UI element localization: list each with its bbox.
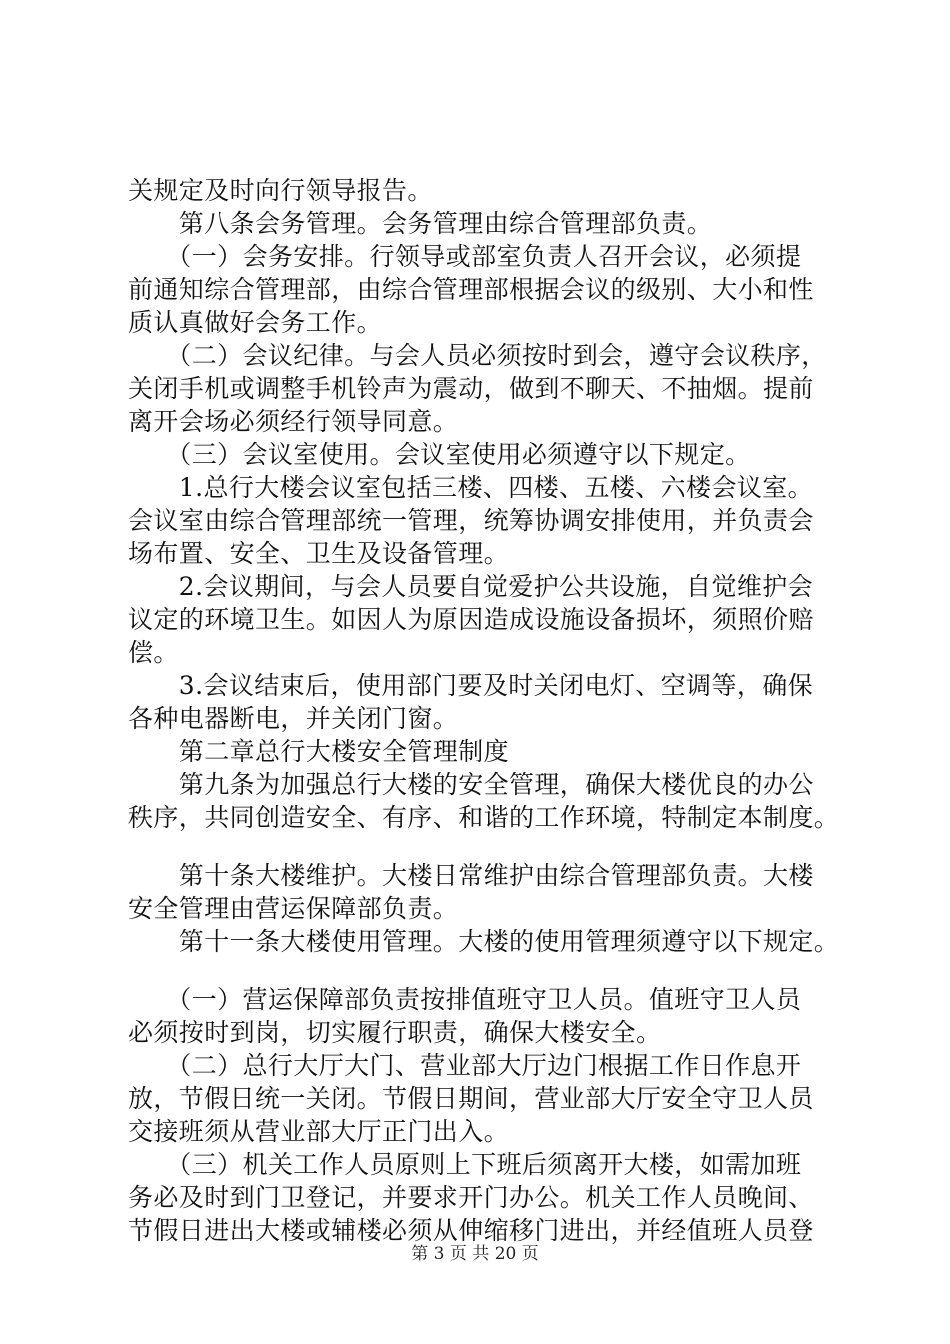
text-line: 会议室由综合管理部统一管理，统筹协调安排使用，并负责会 <box>128 506 814 535</box>
text-line: 第八条会务管理。会务管理由综合管理部负责。 <box>128 209 713 238</box>
text-line: 第十条大楼维护。大楼日常维护由综合管理部负责。大楼 <box>128 861 814 890</box>
text-line: （一）会务安排。行领导或部室负责人召开会议，必须提 <box>128 242 802 271</box>
text-line: 各种电器断电，并关闭门窗。 <box>128 704 459 733</box>
text-line: 关规定及时向行领导报告。 <box>128 176 433 205</box>
text-line: 交接班须从营业部大厅正门出入。 <box>128 1117 510 1146</box>
text-line: （三）会议室使用。会议室使用必须遵守以下规定。 <box>128 440 751 469</box>
text-line: （二）总行大厅大门、营业部大厅边门根据工作日作息开 <box>128 1051 802 1080</box>
text-line: 放，节假日统一关闭。节假日期间，营业部大厅安全守卫人员 <box>128 1084 814 1113</box>
text-line: 第十一条大楼使用管理。大楼的使用管理须遵守以下规定。 <box>128 927 840 956</box>
text-line: 质认真做好会务工作。 <box>128 308 383 337</box>
text-line: 偿。 <box>128 638 179 667</box>
text-line: 前通知综合管理部，由综合管理部根据会议的级别、大小和性 <box>128 275 814 304</box>
text-line: 离开会场必须经行领导同意。 <box>128 407 459 436</box>
text-line: （三）机关工作人员原则上下班后须离开大楼，如需加班 <box>128 1150 802 1179</box>
text-line: 安全管理由营运保障部负责。 <box>128 894 459 923</box>
text-line: 第九条为加强总行大楼的安全管理，确保大楼优良的办公 <box>128 770 814 799</box>
text-line: 节假日进出大楼或辅楼必须从伸缩移门进出，并经值班人员登 <box>128 1216 814 1245</box>
chapter-heading: 第二章总行大楼安全管理制度 <box>128 737 510 766</box>
text-line: 关闭手机或调整手机铃声为震动，做到不聊天、不抽烟。提前 <box>128 374 814 403</box>
text-line: 场布置、安全、卫生及设备管理。 <box>128 539 510 568</box>
text-line: （二）会议纪律。与会人员必须按时到会，遵守会议秩序， <box>128 341 827 370</box>
text-line: 必须按时到岗，切实履行职责，确保大楼安全。 <box>128 1018 662 1047</box>
text-line: （一）营运保障部负责按排值班守卫人员。值班守卫人员 <box>128 985 802 1014</box>
text-line: 议定的环境卫生。如因人为原因造成设施设备损坏，须照价赔 <box>128 605 814 634</box>
text-line: 2.会议期间，与会人员要自觉爱护公共设施，自觉维护会 <box>128 572 814 601</box>
page-number-footer: 第 3 页 共 20 页 <box>411 1244 539 1264</box>
text-line: 1.总行大楼会议室包括三楼、四楼、五楼、六楼会议室。 <box>128 473 814 502</box>
text-line: 3.会议结束后，使用部门要及时关闭电灯、空调等，确保 <box>128 671 814 700</box>
text-line: 务必及时到门卫登记，并要求开门办公。机关工作人员晚间、 <box>128 1183 814 1212</box>
text-line: 秩序，共同创造安全、有序、和谐的工作环境，特制定本制度。 <box>128 803 840 832</box>
